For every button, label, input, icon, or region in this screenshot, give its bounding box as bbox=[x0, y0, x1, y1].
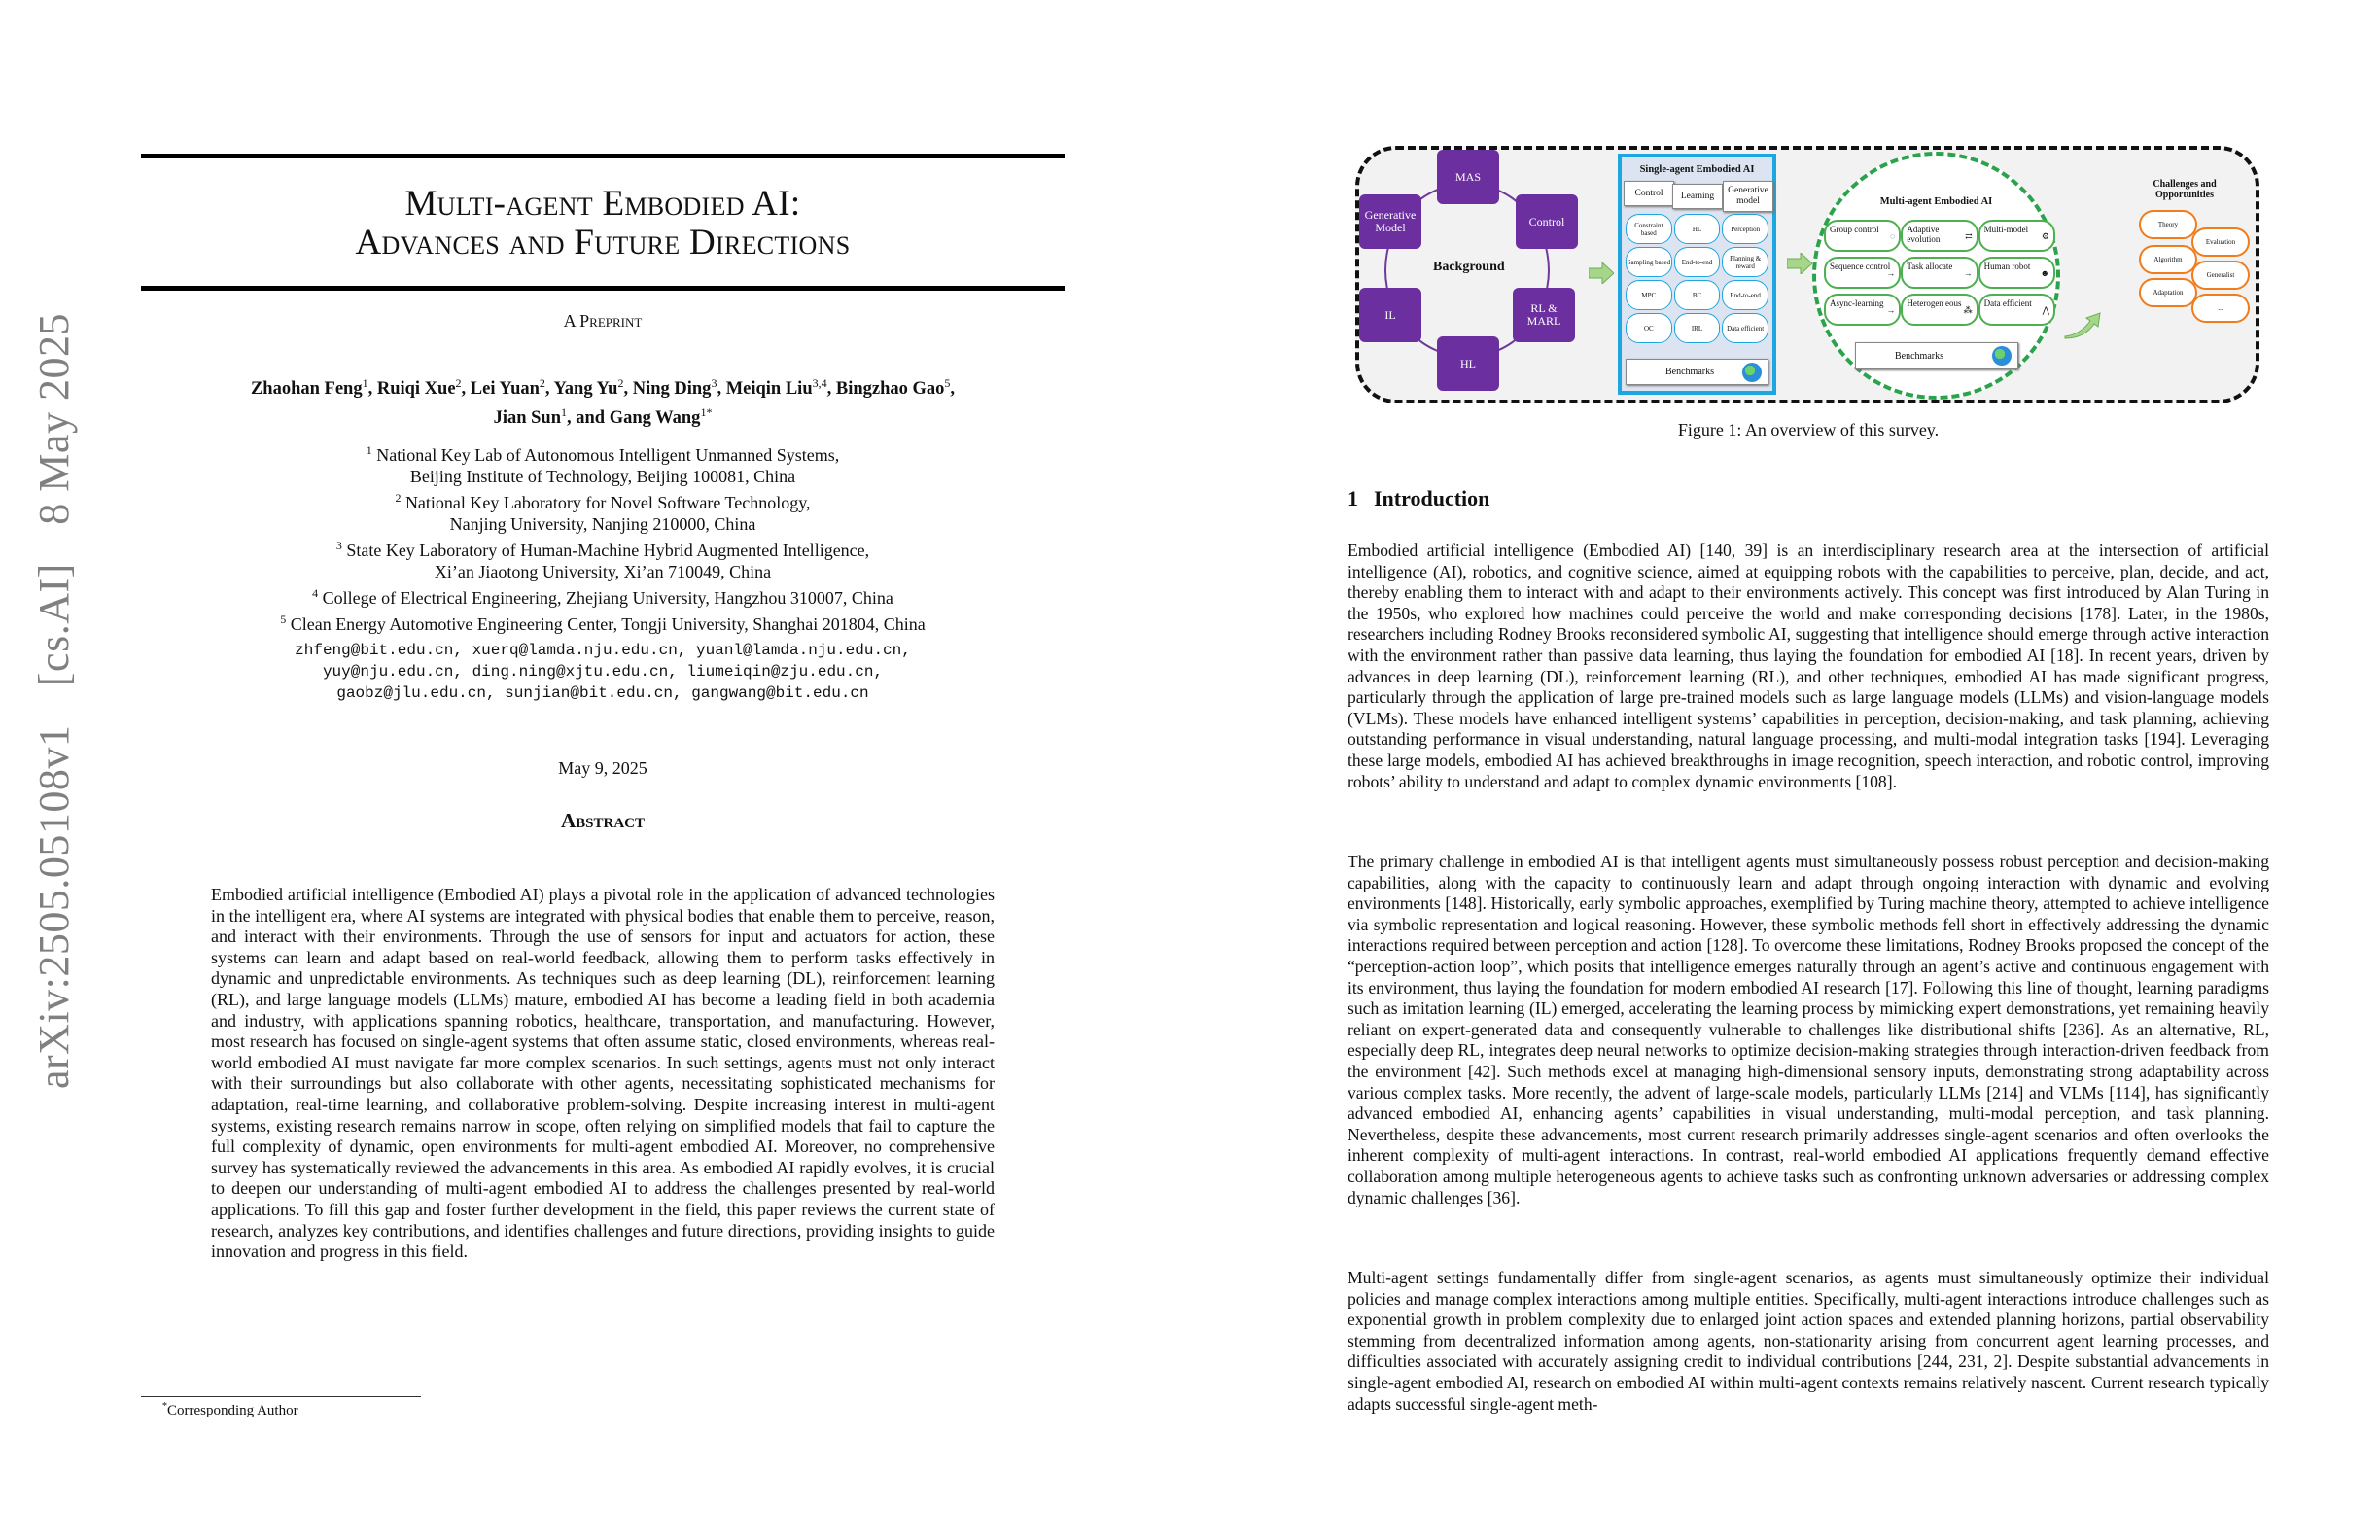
heterogeneous-icon: ⁂ bbox=[1963, 305, 1973, 315]
sa-benchmarks: Benchmarks bbox=[1626, 359, 1768, 385]
footnote-rule bbox=[141, 1396, 421, 1397]
email-line[interactable]: gaobz@jlu.edu.cn, sunjian@bit.edu.cn, gangwang@bit.edu.cn bbox=[336, 684, 869, 702]
paper-date: May 9, 2025 bbox=[558, 758, 648, 778]
arxiv-date: 8 May 2025 bbox=[30, 313, 78, 525]
task-allocate-icon: → bbox=[1963, 268, 1973, 278]
arrow-right-icon bbox=[1589, 262, 1614, 284]
sa-cell: OC bbox=[1626, 313, 1672, 343]
sa-cell: MPC bbox=[1626, 280, 1672, 310]
abstract-body: Embodied artificial intelligence (Embodied AI) plays a pivotal role in the application of advanced technologies in the intelligent era, where AI systems are integrated with physical bodies that enable them to perceive, reason, and interact with their environments. Through the use of sensors for input and actuators for action, these systems can learn and adapt based on real-world feedback, allowing them to perform tasks effectively in dynamic and unpredictable environments. As techniques such as deep learning (DL), reinforcement learning (RL), and large language models (LLMs) mature, embodied AI has become a leading field in both academia and industry, with applications spanning robotics, healthcare, transportation, and manufacturing. However, most research has focused on single-agent systems that often assume static, closed environments, whereas real-world embodied AI must navigate far more complex scenarios. In such settings, agents must not only interact with their surroundings but also collaborate with other agents, necessitating sophisticated mechanisms for adaptation, real-time learning, and collaborative problem-solving. Despite increasing interest in multi-agent systems, existing research remains narrow in scope, often relying on simplified models that fail to capture the full complexity of dynamic, open environments for multi-agent embodied AI. Moreover, no comprehensive survey has systematically reviewed the advancements in this area. As embodied AI rapidly evolves, it is crucial to deepen our understanding of multi-agent embodied AI to address the challenges presented by real-world applications. To fill this gap and foster further development in the field, this paper reviews the current state of research, analyzes key contributions, and identifies challenges and future directions, providing insights to guide innovation and progress in this field. bbox=[211, 885, 995, 1262]
affiliations: $^1$ National Key Lab of Autonomous Intelligent Unmanned Systems, Beijing Institute of Technology, Beijing 100081, China $^2$ National Key Laboratory for Novel Software Technology, Nanjing University, Nanjing 210000, China $^3$ State Key Laboratory of Human-Machine Hybrid Augmented Intelligence, Xi’an Jiaotong University, Xi’an 710049, China $^4$ College of Electrical Engineering, Zhejiang University, Hangzhou 310007, China $^5$ Clean Energy Automotive Engineering Center, Tongji University, Shanghai 201804, China bbox=[280, 443, 926, 634]
overview-figure bbox=[1355, 146, 2259, 403]
sa-tab-generative-model: Generative model bbox=[1723, 181, 1773, 212]
line-chart-icon: ⋀ bbox=[2042, 305, 2049, 315]
ma-cell: Human robot ☻ bbox=[1978, 257, 2055, 289]
author: Gang Wang bbox=[609, 408, 701, 429]
sa-cell: BC bbox=[1674, 280, 1721, 310]
author: Ning Ding bbox=[632, 379, 712, 400]
sa-tab-control: Control bbox=[1624, 181, 1674, 206]
challenge-pill: Evaluation bbox=[2191, 228, 2250, 257]
author: Ruiqi Xue bbox=[376, 379, 456, 400]
human-robot-icon: ☻ bbox=[2040, 268, 2049, 278]
background-label: Background bbox=[1433, 260, 1505, 274]
arrow-right-icon bbox=[1787, 253, 1812, 274]
curved-arrow-icon bbox=[2063, 311, 2102, 340]
challenge-pill: Adaptation bbox=[2139, 278, 2197, 307]
author: Zhaohan Feng bbox=[250, 379, 363, 400]
robot-group-icon: ◌ bbox=[1889, 231, 1896, 241]
model-robot-icon: ⚙ bbox=[2041, 231, 2049, 241]
section-title: Introduction bbox=[1374, 486, 1490, 510]
single-agent-title: Single-agent Embodied AI bbox=[1639, 164, 1755, 175]
multi-agent-grid bbox=[1824, 220, 2055, 326]
arxiv-id: arXiv:2505.05108v1 bbox=[30, 724, 78, 1089]
title-line-1: Multi-agent Embodied AI: bbox=[404, 184, 801, 224]
author: Yang Yu bbox=[553, 379, 618, 400]
bg-node-hl: HL bbox=[1437, 336, 1499, 391]
bg-node-mas: MAS bbox=[1437, 150, 1499, 204]
ma-cell: Sequence control → bbox=[1824, 257, 1901, 289]
preprint-label: A Preprint bbox=[563, 311, 643, 331]
paper-title bbox=[141, 185, 1065, 262]
evolution-icon: ⇄ bbox=[1965, 231, 1973, 241]
single-agent-panel bbox=[1618, 154, 1776, 395]
ma-benchmarks: Benchmarks bbox=[1855, 342, 2018, 369]
ma-cell: Group control ◌ bbox=[1824, 220, 1901, 252]
author: Meiqin Liu bbox=[725, 379, 813, 400]
arxiv-category: [cs.AI] bbox=[30, 563, 78, 687]
sa-cell: Planning & reward bbox=[1722, 247, 1768, 277]
sa-cell: Perception bbox=[1722, 214, 1768, 244]
paragraph: Multi-agent settings fundamentally differ from single-agent scenarios, as agents must simultaneously optimize their individual policies and manage complex interactions among multiple entities. Specifically, multi-agent interactions introduce challenges such as exponential growth in problem complexity due to enlarged joint action spaces and extended planning horizons, partial observability stemming from decentralized information among agents, non-stationarity arising from concurrent agent learning processes, and difficulties associated with accurately assigning credit to individual contributions [244, 231, 2]. Despite substantial advancements in single-agent embodied AI, research on embodied AI within multi-agent contexts remains relatively nascent. Current research typically adapts successful single-agent meth- bbox=[1348, 1268, 2269, 1414]
bg-node-rl-marl: RL & MARL bbox=[1513, 288, 1575, 342]
title-bottom-rule bbox=[141, 286, 1065, 291]
sa-cell: Data efficient bbox=[1722, 313, 1768, 343]
email-line[interactable]: yuy@nju.edu.cn, ding.ning@xjtu.edu.cn, liumeiqin@zju.edu.cn, bbox=[322, 663, 884, 681]
sa-cell: Constraint based bbox=[1626, 214, 1672, 244]
ma-cell: Heterogen eous ⁂ bbox=[1901, 294, 1978, 326]
paragraph: Embodied artificial intelligence (Embodied AI) [140, 39] is an interdisciplinary research area at the intersection of artificial intelligence (AI), robotics, and cognitive science, aimed at equipping robots with the capabilities to perceive, plan, decide, and act, thereby enabling them to interact with and adapt to their environments actively. This concept was first introduced by Alan Turing in the 1950s, who explored how machines could perceive the world and make corresponding decisions [178]. Later, in the 1980s, researchers including Rodney Brooks reconsidered symbolic AI, suggesting that intelligence should emerge through active interaction with the environment rather than passive data learning, thus laying the foundation for embodied AI [18]. In recent years, driven by advances in deep learning (DL), reinforcement learning (RL), and other techniques, embodied AI has made significant progress, particularly through the application of large pre-trained models such as large language models (LLMs) and vision-language models (VLMs). These models have enhanced intelligent systems’ capabilities in perception, decision-making, and task planning, achieving outstanding performance in visual understanding, natural language processing, and multi-modal integration tasks [194]. Leveraging these large models, embodied AI has achieved breakthroughs in image recognition, speech interaction, and robotic control, improving robots’ ability to understand and adapt to complex dynamic environments [108]. bbox=[1348, 541, 2269, 791]
ma-cell: Task allocate → bbox=[1901, 257, 1978, 289]
email-line[interactable]: zhfeng@bit.edu.cn, xuerq@lamda.nju.edu.cn, yuanl@lamda.nju.edu.cn, bbox=[295, 642, 911, 659]
async-robot-icon: → bbox=[1886, 305, 1896, 315]
single-agent-tabs bbox=[1622, 179, 1772, 212]
challenge-pill: Theory bbox=[2139, 210, 2197, 239]
sa-cell: End-to-end bbox=[1722, 280, 1768, 310]
sa-tab-learning: Learning bbox=[1672, 184, 1723, 209]
ma-cell: Data efficient ⋀ bbox=[1978, 294, 2055, 326]
author: Jian Sun bbox=[493, 408, 561, 429]
robot-sequence-icon: → bbox=[1886, 268, 1896, 278]
bg-node-generative-model: Generative Model bbox=[1359, 194, 1421, 249]
bg-node-control: Control bbox=[1516, 194, 1578, 249]
sa-cell: IRL bbox=[1674, 313, 1721, 343]
multi-agent-circle bbox=[1812, 152, 2060, 400]
abstract-heading: Abstract bbox=[560, 809, 646, 832]
arxiv-stamp bbox=[29, 286, 79, 1089]
author: Bingzhao Gao bbox=[835, 379, 945, 400]
globe-icon bbox=[1992, 346, 2012, 366]
multi-agent-title: Multi-agent Embodied AI bbox=[1879, 196, 1993, 207]
ma-cell: Multi-model ⚙ bbox=[1978, 220, 2055, 252]
paragraph: The primary challenge in embodied AI is that intelligent agents must simultaneously possess robust perception and decision-making capabilities, along with the capacity to continuously learn and adapt through ongoing interaction with dynamic and evolving environments [148]. Historically, early symbolic approaches, exemplified by Turing machine theory, attempted to achieve intelligence via symbolic representation and logical reasoning. However, these symbolic methods fell short in effectively addressing the dynamic interactions required between perception and action [128]. To overcome these limitations, Rodney Brooks proposed the concept of the “perception-action loop”, which posits that intelligence emerges naturally through an agent’s active and continuous engagement with its environment, thus laying the foundation for modern embodied AI research [17]. Following this line of thought, learning paradigms such as imitation learning (IL) emerged, accelerating the learning process by mimicking expert demonstrations, yet remaining heavily reliant on expert-generated data and consequently vulnerable to challenges like distributional shifts [236]. As an alternative, RL, especially deep RL, integrates deep neural networks to optimize decision-making strategies through interaction-driven feedback from the environment [42]. Such methods excel at managing high-dimensional sensory inputs, demonstrating strong adaptability across various complex tasks. More recently, the advent of large-scale models, particularly LLMs [214] and VLMs [114], has significantly advanced embodied AI, enhancing agents’ capabilities in visual understanding, multi-modal perception, and task planning. Nevertheless, despite these advancements, most current research primarily addresses single-agent scenarios and often overlooks the inherent complexity of multi-agent interactions. In contrast, real-world embodied AI applications frequently demand effective collaboration among multiple heterogeneous agents to achieve tasks such as confronting unknown adversaries or addressing complex dynamic challenges [36]. bbox=[1348, 852, 2269, 1208]
single-agent-grid bbox=[1622, 212, 1772, 343]
email-list bbox=[141, 640, 1065, 704]
bg-node-il: IL bbox=[1359, 288, 1421, 342]
title-top-rule bbox=[141, 154, 1065, 158]
sa-cell: End-to-end bbox=[1674, 247, 1721, 277]
ma-cell: Async-learning → bbox=[1824, 294, 1901, 326]
title-line-2: Advances and Future Directions bbox=[355, 223, 851, 262]
globe-icon bbox=[1742, 363, 1762, 382]
author-list: Zhaohan Feng$^1$, Ruiqi Xue$^2$, Lei Yuan$^2$, Yang Yu$^2$, Ning Ding$^3$, Meiqin Liu$^{3,4}$, Bingzhao Gao$^5$, Jian Sun$^1$, and Gang Wang$^{1*}$ bbox=[250, 376, 956, 429]
figure-caption: Figure 1: An overview of this survey. bbox=[1677, 420, 1940, 439]
challenge-pill: ... bbox=[2191, 294, 2250, 323]
ma-cell: Adaptive evolution ⇄ bbox=[1901, 220, 1978, 252]
section-heading bbox=[1348, 486, 1489, 511]
author: Lei Yuan bbox=[470, 379, 540, 400]
challenge-pill: Generalist bbox=[2191, 261, 2250, 290]
sa-cell: HL bbox=[1674, 214, 1721, 244]
footnote: *Corresponding Author bbox=[162, 1401, 298, 1418]
section-number: 1 bbox=[1348, 486, 1358, 510]
challenge-pill: Algorithm bbox=[2139, 245, 2197, 274]
challenges-title: Challenges and Opportunities bbox=[2152, 179, 2217, 200]
sa-cell: Sampling based bbox=[1626, 247, 1672, 277]
